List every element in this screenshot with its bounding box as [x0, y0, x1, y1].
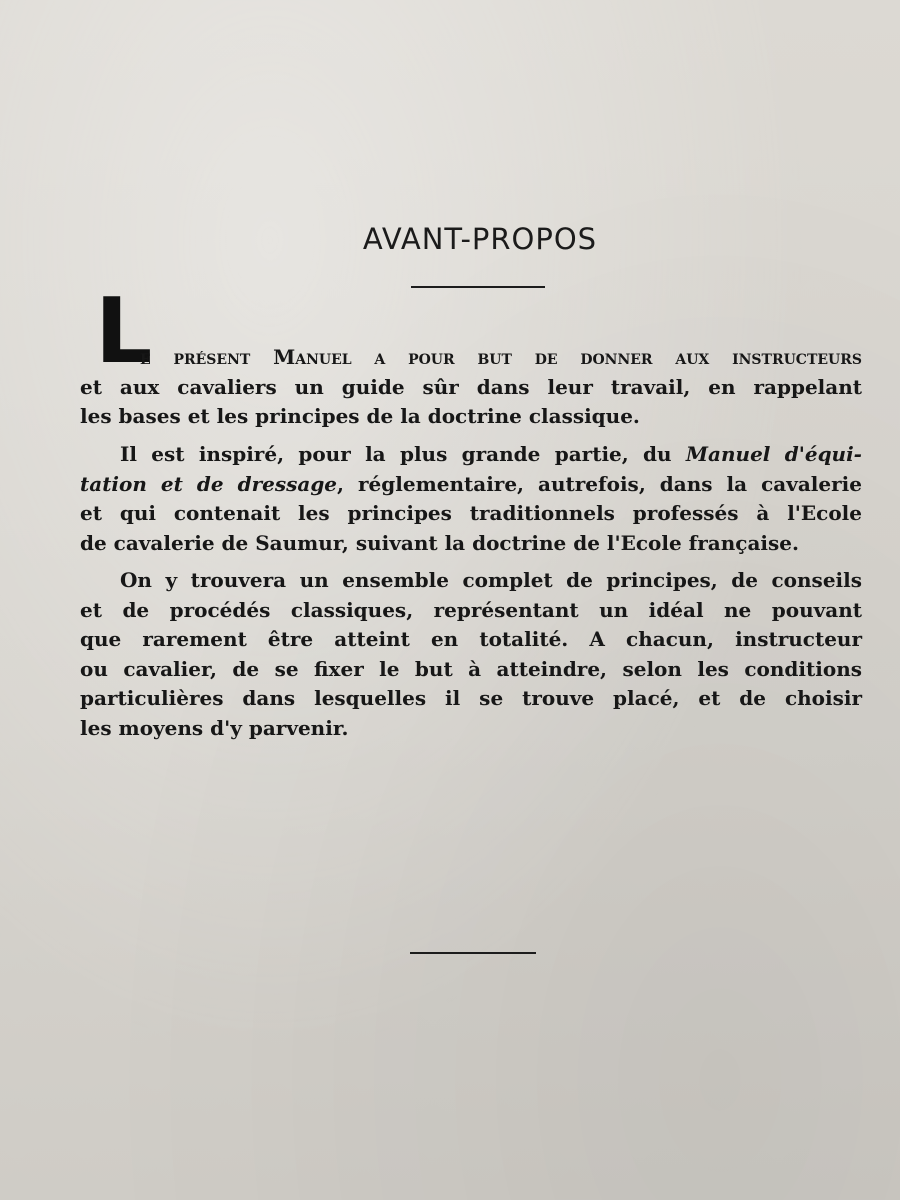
paragraph-line: et aux cavaliers un guide sûr dans leur travail, en rappelant [80, 374, 862, 399]
paragraph-line: et de procédés classiques, représentant un idéal ne pouvant [80, 597, 862, 622]
paragraph-line [80, 343, 862, 373]
paragraph-line: les moyens d'y parvenir. [80, 715, 349, 740]
paragraph-line [80, 440, 862, 470]
page-title: AVANT-PROPOS [362, 222, 598, 256]
paragraph-line: que rarement être atteint en totalité. A chacun, instructeur [80, 627, 862, 651]
end-rule [410, 952, 536, 954]
paragraph-3 [80, 566, 862, 743]
title-rule [411, 286, 545, 288]
paragraph-1 [80, 343, 862, 432]
book-title-italic: Manuel d'équi- [685, 442, 862, 466]
paragraph-line-text: , réglementaire, autrefois, dans la cavalerie [337, 471, 862, 496]
paragraph-line-text: e présent Manuel a pour but de donner aux instructeurs [140, 345, 862, 369]
drop-cap: L [95, 279, 153, 384]
paragraph-line: particulières dans lesquelles il se trouve placé, et de choisir [80, 686, 862, 710]
paragraph-2 [80, 440, 862, 558]
paragraph-line-text: Il est inspiré, pour la plus grande partie, du [120, 442, 672, 466]
paragraph-line: de cavalerie de Saumur, suivant la doctrine de l'Ecole française. [80, 530, 799, 555]
paragraph-line: les bases et les principes de la doctrine classique. [80, 404, 640, 428]
book-title-italic: tation et de dressage [80, 471, 338, 496]
paragraph-line [80, 470, 862, 500]
paragraph-line: et qui contenait les principes traditionnels professés à l'Ecole [80, 501, 862, 525]
paragraph-line: ou cavalier, de se fixer le but à atteindre, selon les conditions [80, 656, 862, 681]
paragraph-line: On y trouvera un ensemble complet de principes, de conseils [120, 568, 862, 592]
